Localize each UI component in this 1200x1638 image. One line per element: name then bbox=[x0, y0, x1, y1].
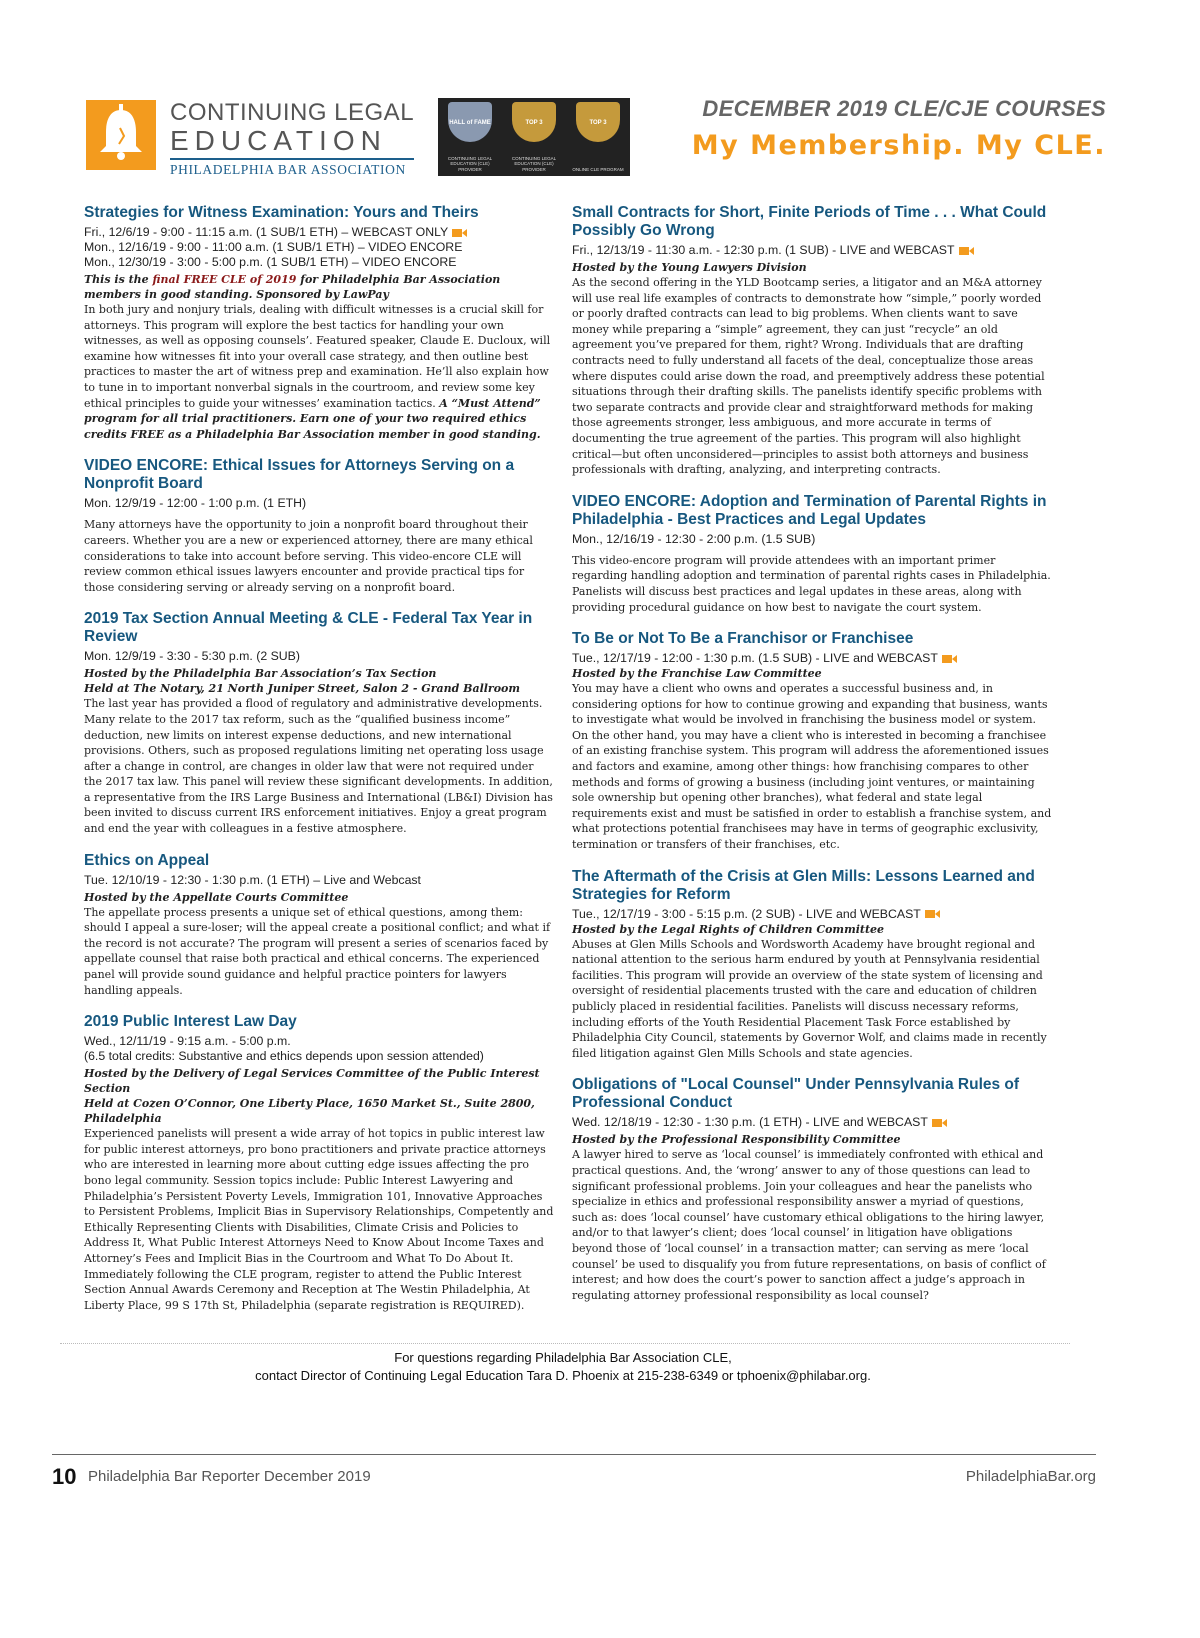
course-title[interactable]: 2019 Public Interest Law Day bbox=[84, 1013, 297, 1031]
award-shield-icon: HALL of FAME bbox=[448, 102, 492, 142]
course-tax-section bbox=[84, 610, 554, 836]
video-camera-icon bbox=[942, 655, 952, 663]
logo-line-2: EDUCATION bbox=[170, 125, 387, 156]
video-camera-icon bbox=[959, 247, 969, 255]
course-description: Abuses at Glen Mills Schools and Wordsworth Academy have brought regional and national attention to the serious harm endured by youth at Pennsylvania residential facilities. This program will provide an overview of the state system of licensing and oversight of residential placements trusted with the care and education of children publicly placed in residential facilities. Panelists will discuss necessary reforms, including efforts of the Youth Residential Placement Task Force established by Philadelphia City Council, statements by Governor Wolf, and claims made in recently filed litigation against Glen Mills Schools and state agencies. bbox=[572, 937, 1047, 1060]
video-camera-icon bbox=[925, 910, 935, 918]
course-description: Many attorneys have the opportunity to join a nonprofit board throughout their careers. Whether you are a new or experienced attorney, there are many ethical considerations to take into account before serving. This video-encore CLE will review common ethical issues lawyers encounter and provide practical tips for those considering serving or already serving on a nonprofit board. bbox=[84, 518, 533, 594]
course-ethics-appeal bbox=[84, 852, 554, 999]
logo-line-1: CONTINUING LEGAL bbox=[170, 99, 415, 126]
course-title[interactable]: Strategies for Witness Examination: Yours and Theirs bbox=[84, 204, 479, 221]
course-witness-examination bbox=[84, 204, 554, 442]
course-schedule: Mon., 12/30/19 - 3:00 - 5:00 p.m. (1 SUB/1 ETH) – VIDEO ENCORE bbox=[84, 255, 457, 269]
video-camera-icon bbox=[452, 229, 462, 237]
course-venue: Held at Cozen O’Connor, One Liberty Place, 1650 Market St., Suite 2800, Philadelphia bbox=[84, 1097, 535, 1126]
course-host: Hosted by the Delivery of Legal Services Committee of the Public Interest Section bbox=[84, 1067, 540, 1096]
course-local-counsel bbox=[572, 1076, 1052, 1303]
logo-line-3: PHILADELPHIA BAR ASSOCIATION bbox=[170, 158, 414, 178]
video-camera-icon bbox=[932, 1119, 942, 1127]
course-description: The appellate process presents a unique set of ethical questions, among them: should I appeal a sure-loser; will the appeal create a positional conflict; and what if the record is not accurate? The program will present a series of scenarios faced by appellate counsel that raise both practical and ethical concerns. The experienced panel will provide sound guidance and helpful practice pointers for lawyers handling appeals. bbox=[84, 905, 551, 997]
course-host: Hosted by the Young Lawyers Division bbox=[572, 261, 807, 274]
course-host: Hosted by the Appellate Courts Committee bbox=[84, 890, 349, 904]
award-badge-top3-cle: TOP 3 CONTINUING LEGAL EDUCATION (CLE) PROVIDER bbox=[502, 98, 566, 176]
contact-line-1: For questions regarding Philadelphia Bar Association CLE, bbox=[394, 1350, 732, 1365]
course-host: Hosted by the Professional Responsibility Committee bbox=[572, 1133, 901, 1147]
course-schedule: Tue., 12/17/19 - 3:00 - 5:15 p.m. (2 SUB) - LIVE and WEBCAST bbox=[572, 907, 1052, 922]
course-title[interactable]: VIDEO ENCORE: Adoption and Termination of Parental Rights in Philadelphia - Best Practices and Legal Updates bbox=[572, 492, 1047, 528]
footer-rule bbox=[52, 1454, 1096, 1455]
course-schedule: Tue. 12/10/19 - 12:30 - 1:30 p.m. (1 ETH) – Live and Webcast bbox=[84, 872, 421, 887]
course-description: The last year has provided a flood of regulatory and administrative developments. Many relate to the 2017 tax reform, such as the “qualified business income” deduction, new limits on interest expense deductions, and new international provisions. Others, such as proposed regulations limiting net operating loss usage after a change in control, are changes in older law that were not required under the 2017 tax law. This panel will review these significant developments. In addition, a representative from the IRS Large Business and International (LB&I) Division has been invited to discuss current IRS enforcement initiatives. Enjoy a great program and end the year with colleagues in a festive atmosphere. bbox=[84, 697, 553, 836]
contact-info bbox=[0, 1349, 1126, 1385]
course-small-contracts bbox=[572, 204, 1052, 478]
award-shield-icon: TOP 3 bbox=[576, 102, 620, 142]
contact-line-2: contact Director of Continuing Legal Education Tara D. Phoenix at 215-238-6349 or tphoenix@philabar.org. bbox=[255, 1368, 871, 1383]
left-column bbox=[84, 204, 554, 1328]
header-titles bbox=[692, 96, 1106, 161]
page-footer bbox=[52, 1464, 1096, 1492]
course-schedule: Fri., 12/6/19 - 9:00 - 11:15 a.m. (1 SUB/1 ETH) – WEBCAST ONLY bbox=[84, 225, 554, 240]
course-description: This video-encore program will provide attendees with an important primer regarding handling adoption and termination of parental rights cases in Philadelphia. Panelists will discuss best practices and legal updates in these areas, along with providing procedural guidance on how best to navigate the court system. bbox=[572, 553, 1051, 614]
course-schedule: Mon. 12/9/19 - 12:00 - 1:00 p.m. (1 ETH) bbox=[84, 496, 307, 511]
course-description: In both jury and nonjury trials, dealing with difficult witnesses is a crucial skill for attorneys. This program will explore the best tactics for handling your own witnesses, as well as opposing counsels’. Featured speaker, Claude E. Ducloux, will examine how witnesses fit into your overall case strategy, and then outline best practices to master the art of witness prep and examination. He’ll also explain how to tune in to important nonverbal signals in the courtroom, and review some key ethical principles to guide your witnesses’ examination tactics. A “Must Attend” program for all trial practitioners. Earn one of your two required ethics credits FREE as a Philadelphia Bar Association member in good standing. bbox=[84, 303, 551, 441]
slogan: My Membership. My CLE. bbox=[691, 130, 1106, 161]
course-adoption-termination bbox=[572, 493, 1052, 615]
liberty-bell-logo bbox=[86, 100, 156, 170]
course-title[interactable]: To Be or Not To Be a Franchisor or Franchisee bbox=[572, 630, 914, 648]
course-schedule: Tue., 12/17/19 - 12:00 - 1:30 p.m. (1.5 SUB) - LIVE and WEBCAST bbox=[572, 651, 1052, 666]
course-glen-mills bbox=[572, 868, 1052, 1062]
course-nonprofit-board bbox=[84, 457, 554, 595]
course-note: This is the final FREE CLE of 2019 for Philadelphia Bar Association members in good standing. Sponsored by LawPay bbox=[84, 273, 501, 301]
course-schedule: Fri., 12/13/19 - 11:30 a.m. - 12:30 p.m. (1 SUB) - LIVE and WEBCAST bbox=[572, 243, 1052, 258]
course-schedule: Mon., 12/16/19 - 12:30 - 2:00 p.m. (1.5 SUB) bbox=[572, 531, 816, 546]
course-title[interactable]: Small Contracts for Short, Finite Periods of Time . . . What Could Possibly Go Wrong bbox=[572, 204, 1047, 239]
course-description: Experienced panelists will present a wide array of hot topics in public interest law for public interest attorneys, pro bono practitioners and private practice attorneys who are interested in learning more about cutting edge issues affecting the pro bono legal community. Session topics include: Public Interest Lawyering and Philadelphia’s Persistent Poverty Levels, Immigration 101, Innovative Approaches to Persistent Problems, Implicit Bias in Supervisory Relationships, Competently and Ethically Representing Clients with Disabilities, Climate Crisis and Policies to Address It, What Public Interest Attorneys Need to Know About Income Taxes and Attorney’s Fees and Implicit Bias in the Courtroom and What To Do About It. Immediately following the CLE program, register to attend the Public Interest Section Annual Awards Ceremony and Reception at The Westin Philadelphia, At Liberty Place, 99 S 17th St, Philadelphia (separate registration is REQUIRED). bbox=[84, 1127, 554, 1312]
course-credits-note: (6.5 total credits: Substantive and ethics depends upon session attended) bbox=[84, 1049, 484, 1064]
course-description: You may have a client who owns and operates a successful business and, in considering options for how to continue growing and expanding that business, wants to investigate what would be involved in franchising the business model or system. On the other hand, you may have a client who is interested in becoming a franchisee of an existing franchise system. This program will address the aforementioned issues and factors and examine, among other things: how franchising compares to other methods and forms of growing a business (including joint ventures, or maintaining sole ownership but opening other branches), what federal and state legal requirements exist and must be satisfied in order to establish a franchise system, and what protections potential franchisees may have in terms of geographic exclusivity, termination or transfers of their franchises, etc. bbox=[572, 682, 1052, 852]
dotted-divider bbox=[60, 1343, 1070, 1344]
right-column bbox=[572, 204, 1052, 1318]
award-badge-top3-online: TOP 3 ONLINE CLE PROGRAM bbox=[566, 98, 630, 176]
website-link[interactable]: PhiladelphiaBar.org bbox=[965, 1468, 1096, 1485]
course-franchisor bbox=[572, 630, 1052, 853]
course-venue: Held at The Notary, 21 North Juniper Street, Salon 2 - Grand Ballroom bbox=[84, 682, 521, 696]
page-title: DECEMBER 2019 CLE/CJE COURSES bbox=[702, 96, 1106, 121]
course-host: Hosted by the Philadelphia Bar Association’s Tax Section bbox=[84, 667, 437, 681]
course-schedule: Wed. 12/18/19 - 12:30 - 1:30 p.m. (1 ETH) - LIVE and WEBCAST bbox=[572, 1115, 1052, 1130]
course-schedule: Wed., 12/11/19 - 9:15 a.m. - 5:00 p.m. bbox=[84, 1034, 291, 1049]
course-public-interest-day bbox=[84, 1013, 554, 1313]
course-title[interactable]: Ethics on Appeal bbox=[84, 851, 210, 869]
course-host: Hosted by the Legal Rights of Children Committee bbox=[572, 922, 885, 936]
course-title[interactable]: 2019 Tax Section Annual Meeting & CLE - Federal Tax Year in Review bbox=[84, 610, 533, 646]
course-host: Hosted by the Franchise Law Committee bbox=[572, 667, 822, 681]
course-schedule: Mon. 12/9/19 - 3:30 - 5:30 p.m. (2 SUB) bbox=[84, 649, 300, 664]
course-title[interactable]: VIDEO ENCORE: Ethical Issues for Attorneys Serving on a Nonprofit Board bbox=[84, 457, 515, 493]
course-description: As the second offering in the YLD Bootcamp series, a litigator and an M&A attorney will use real life examples of contracts to demonstrate how “simple,” poorly worded or poorly drafted contracts can lead to big problems. When clients want to save money while preparing a “simple” agreement, they can just “recycle” an old agreement you’ve prepared for them, right? Wrong. Individuals that are drafting contracts need to fully understand all facets of the deal, conceptualize those areas where disputes could arise down the road, and preemptively address these potential situations through their drafting skills. The panelists identify specific problems with two separate contracts and provide clear and straightforward methods for making those agreements stronger, less ambiguous, and more accurate in terms of documenting the true agreement of the parties. This program will also highlight critical—but often unconsidered—principles to assist both attorneys and business professionals with drafting, analyzing, and interpreting contracts. bbox=[572, 276, 1045, 477]
publication-name: Philadelphia Bar Reporter December 2019 bbox=[88, 1468, 371, 1485]
award-badge-hall-of-fame: HALL of FAME CONTINUING LEGAL EDUCATION (CLE) PROVIDER bbox=[438, 98, 502, 176]
course-description: A lawyer hired to serve as ‘local counsel’ is immediately confronted with ethical and practical questions. And, the ‘wrong’ answer to any of those questions can lead to significant professional problems. Join your colleagues and hear the panelists who specialize in ethics and professional responsibility answer a myriad of questions, such as: does ‘local counsel’ have customary ethical obligations to the hiring lawyer, and/or to that lawyer’s client; does ‘local counsel’ in litigation have obligations beyond those of ‘local counsel’ in a transaction matter; can serving as mere ‘local counsel’ be used to disqualify you from future representations, on basis of conflict of interest; and how does the court’s power to sanction affect a judge’s approach in regulating attorney professional responsibility as local counsel? bbox=[572, 1148, 1046, 1302]
cle-logo-text bbox=[170, 100, 414, 178]
page-header bbox=[86, 96, 1106, 186]
page-number: 10 bbox=[52, 1464, 77, 1489]
course-title[interactable]: Obligations of "Local Counsel" Under Pennsylvania Rules of Professional Conduct bbox=[572, 1076, 1020, 1112]
course-title[interactable]: The Aftermath of the Crisis at Glen Mills: Lessons Learned and Strategies for Reform bbox=[572, 867, 1035, 903]
award-shield-icon: TOP 3 bbox=[512, 102, 556, 142]
course-schedule: Mon., 12/16/19 - 9:00 - 11:00 a.m. (1 SUB/1 ETH) – VIDEO ENCORE bbox=[84, 240, 463, 254]
